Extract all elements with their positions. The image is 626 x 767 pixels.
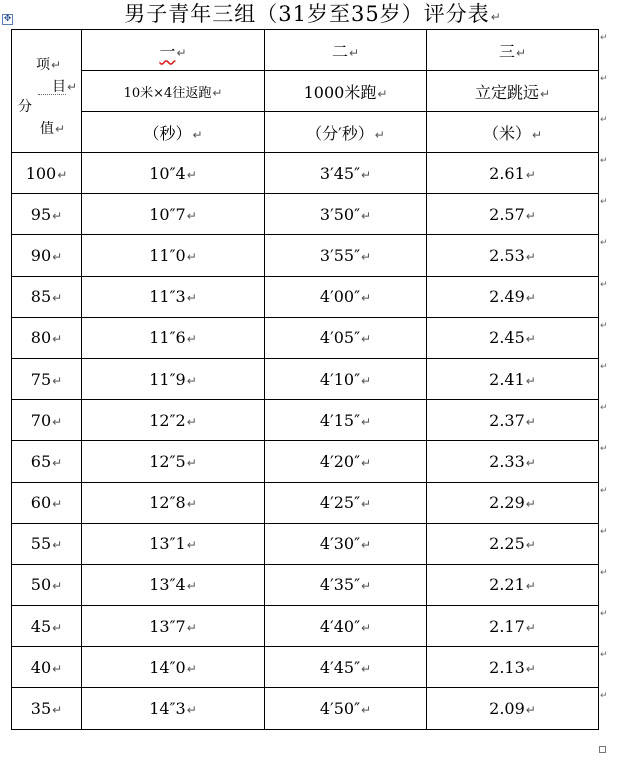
row-end-mark: ↵ [600, 444, 608, 455]
value-cell: 11″0↵ [82, 235, 265, 276]
score-table [11, 29, 599, 730]
value-cell: 12″5↵ [82, 441, 265, 482]
group-header-1: 一↵ [82, 30, 265, 71]
table-row [12, 441, 599, 482]
value-cell: 10″7↵ [82, 194, 265, 235]
unit-header-1: （秒）↵ [82, 112, 265, 153]
value-cell: 2.13↵ [427, 647, 599, 688]
corner-dotted-line [38, 94, 66, 95]
row-end-mark: ↵ [600, 567, 608, 578]
table-row [12, 276, 599, 317]
corner-header-cell [12, 30, 82, 153]
value-cell: 14″3↵ [82, 688, 265, 729]
value-cell: 2.41↵ [427, 358, 599, 399]
row-end-mark: ↵ [600, 320, 608, 331]
table-row [12, 688, 599, 729]
group-header-2: 二↵ [265, 30, 427, 71]
row-end-mark: ↵ [600, 74, 608, 84]
row-end-mark: ↵ [600, 115, 608, 125]
value-cell: 2.37↵ [427, 400, 599, 441]
table-row [12, 606, 599, 647]
value-cell: 2.57↵ [427, 194, 599, 235]
value-cell: 11″3↵ [82, 276, 265, 317]
value-cell: 11″6↵ [82, 317, 265, 358]
score-cell: 55↵ [12, 523, 82, 564]
header-row-group [12, 30, 599, 71]
score-cell: 85↵ [12, 276, 82, 317]
row-end-mark: ↵ [600, 650, 608, 661]
event-header-row [12, 71, 599, 112]
table-row [12, 564, 599, 605]
unit-header-2: （分′秒）↵ [265, 112, 427, 153]
corner-zhi-label: 值↵ [40, 121, 66, 137]
table-row [12, 647, 599, 688]
score-cell: 60↵ [12, 482, 82, 523]
unit-header-3: （米）↵ [427, 112, 599, 153]
score-cell: 90↵ [12, 235, 82, 276]
group-header-3: 三↵ [427, 30, 599, 71]
value-cell: 2.25↵ [427, 523, 599, 564]
row-end-mark: ↵ [600, 691, 608, 702]
title-text: 男子青年三组（31岁至35岁）评分表 [124, 2, 490, 26]
event-header-3: 立定跳远↵ [427, 71, 599, 112]
score-cell: 50↵ [12, 564, 82, 605]
value-cell: 4′50″↵ [265, 688, 427, 729]
value-cell: 13″4↵ [82, 564, 265, 605]
value-cell: 3′50″↵ [265, 194, 427, 235]
score-cell: 75↵ [12, 358, 82, 399]
value-cell: 2.61↵ [427, 153, 599, 194]
value-cell: 3′55″↵ [265, 235, 427, 276]
score-cell: 80↵ [12, 317, 82, 358]
value-cell: 13″7↵ [82, 606, 265, 647]
paragraph-mark: ↵ [490, 10, 502, 24]
row-end-mark: ↵ [600, 609, 608, 620]
value-cell: 2.33↵ [427, 441, 599, 482]
value-cell: 2.21↵ [427, 564, 599, 605]
corner-fen-label: 分 [18, 99, 32, 115]
score-cell: 95↵ [12, 194, 82, 235]
table-move-handle-icon[interactable]: ✥ [3, 14, 12, 24]
value-cell: 11″9↵ [82, 358, 265, 399]
value-cell: 4′40″↵ [265, 606, 427, 647]
corner-mu-label: 目↵ [52, 79, 78, 95]
row-end-mark: ↵ [600, 403, 608, 414]
value-cell: 12″2↵ [82, 400, 265, 441]
row-end-mark: ↵ [600, 238, 608, 249]
value-cell: 2.09↵ [427, 688, 599, 729]
row-end-mark: ↵ [600, 33, 608, 43]
value-cell: 2.49↵ [427, 276, 599, 317]
score-cell: 35↵ [12, 688, 82, 729]
value-cell: 2.17↵ [427, 606, 599, 647]
row-end-mark: ↵ [600, 526, 608, 537]
value-cell: 4′30″↵ [265, 523, 427, 564]
event-header-2: 1000米跑↵ [265, 71, 427, 112]
value-cell: 4′20″↵ [265, 441, 427, 482]
value-cell: 4′10″↵ [265, 358, 427, 399]
score-cell: 100↵ [12, 153, 82, 194]
score-cell: 45↵ [12, 606, 82, 647]
table-row [12, 358, 599, 399]
event-header-1: 10米×4往返跑↵ [82, 71, 265, 112]
value-cell: 14″0↵ [82, 647, 265, 688]
value-cell: 2.53↵ [427, 235, 599, 276]
value-cell: 4′25″↵ [265, 482, 427, 523]
value-cell: 4′35″↵ [265, 564, 427, 605]
value-cell: 13″1↵ [82, 523, 265, 564]
table-title [0, 2, 626, 29]
row-end-mark: ↵ [600, 361, 608, 372]
table-row [12, 482, 599, 523]
corner-item-label: 项↵ [36, 57, 62, 73]
score-cell: 70↵ [12, 400, 82, 441]
value-cell: 2.45↵ [427, 317, 599, 358]
table-resize-handle[interactable] [599, 746, 606, 753]
value-cell: 12″8↵ [82, 482, 265, 523]
score-cell: 65↵ [12, 441, 82, 482]
row-end-mark: ↵ [600, 485, 608, 496]
value-cell: 3′45″↵ [265, 153, 427, 194]
value-cell: 4′45″↵ [265, 647, 427, 688]
table-row [12, 153, 599, 194]
score-cell: 40↵ [12, 647, 82, 688]
row-end-mark: ↵ [600, 279, 608, 290]
value-cell: 2.29↵ [427, 482, 599, 523]
value-cell: 10″4↵ [82, 153, 265, 194]
table-row [12, 400, 599, 441]
table-row [12, 523, 599, 564]
row-end-mark: ↵ [600, 156, 608, 166]
value-cell: 4′15″↵ [265, 400, 427, 441]
table-row [12, 235, 599, 276]
value-cell: 4′05″↵ [265, 317, 427, 358]
table-row [12, 317, 599, 358]
row-end-mark: ↵ [600, 197, 608, 208]
unit-header-row [12, 112, 599, 153]
table-row [12, 194, 599, 235]
value-cell: 4′00″↵ [265, 276, 427, 317]
row-end-marks [600, 29, 610, 759]
